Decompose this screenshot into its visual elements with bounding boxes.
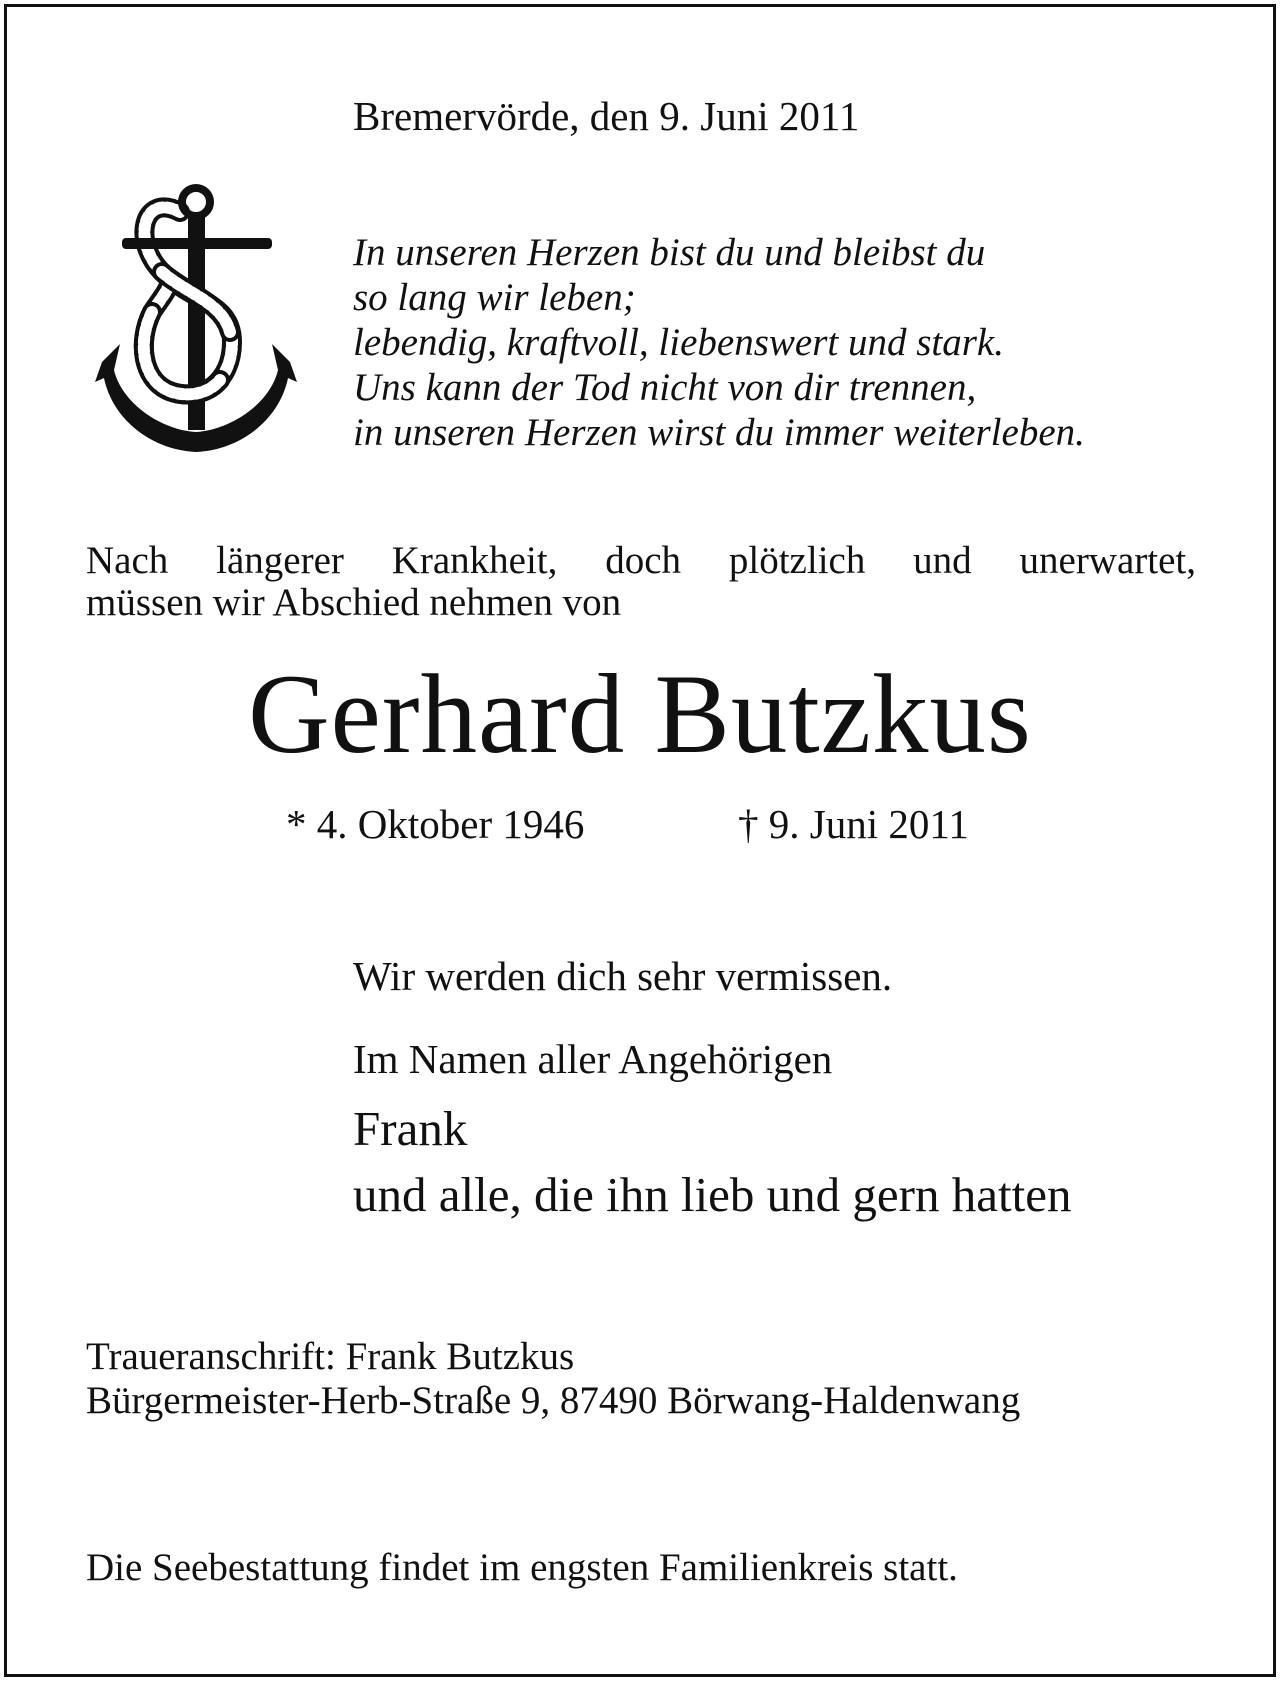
verse-line: Uns kann der Tod nicht von dir trennen, xyxy=(353,366,977,409)
signatory-name: Frank xyxy=(353,1101,468,1156)
mourning-address xyxy=(86,1335,1020,1423)
death-date: † 9. Juni 2011 xyxy=(738,801,969,847)
intro-line: müssen wir Abschied nehmen von xyxy=(86,581,622,624)
intro-line: Nach längerer Krankheit, doch plötzlich und unerwartet, xyxy=(86,539,1196,582)
birth-date: * 4. Oktober 1946 xyxy=(286,801,585,847)
on-behalf-line: Im Namen aller Angehörigen xyxy=(353,1036,833,1082)
memorial-verse xyxy=(353,230,1085,455)
signatory-others: und alle, die ihn lieb und gern hatten xyxy=(353,1167,1072,1222)
verse-line: in unseren Herzen wirst du immer weiterleben. xyxy=(353,411,1085,454)
address-line: Traueranschrift: Frank Butzkus xyxy=(86,1335,575,1378)
funeral-note: Die Seebestattung findet im engsten Familienkreis statt. xyxy=(86,1546,958,1589)
miss-line: Wir werden dich sehr vermissen. xyxy=(353,953,893,999)
deceased-name: Gerhard Butzkus xyxy=(248,652,1032,777)
verse-line: In unseren Herzen bist du und bleibst du xyxy=(353,231,986,274)
address-line: Bürgermeister-Herb-Straße 9, 87490 Börwang-Haldenwang xyxy=(86,1379,1021,1422)
verse-line: so lang wir leben; xyxy=(353,276,636,319)
verse-line: lebendig, kraftvoll, liebenswert und stark. xyxy=(353,321,1004,364)
place-date: Bremervörde, den 9. Juni 2011 xyxy=(353,93,860,139)
announcement-intro xyxy=(86,540,1196,624)
anchor-with-rope-icon xyxy=(92,182,320,454)
